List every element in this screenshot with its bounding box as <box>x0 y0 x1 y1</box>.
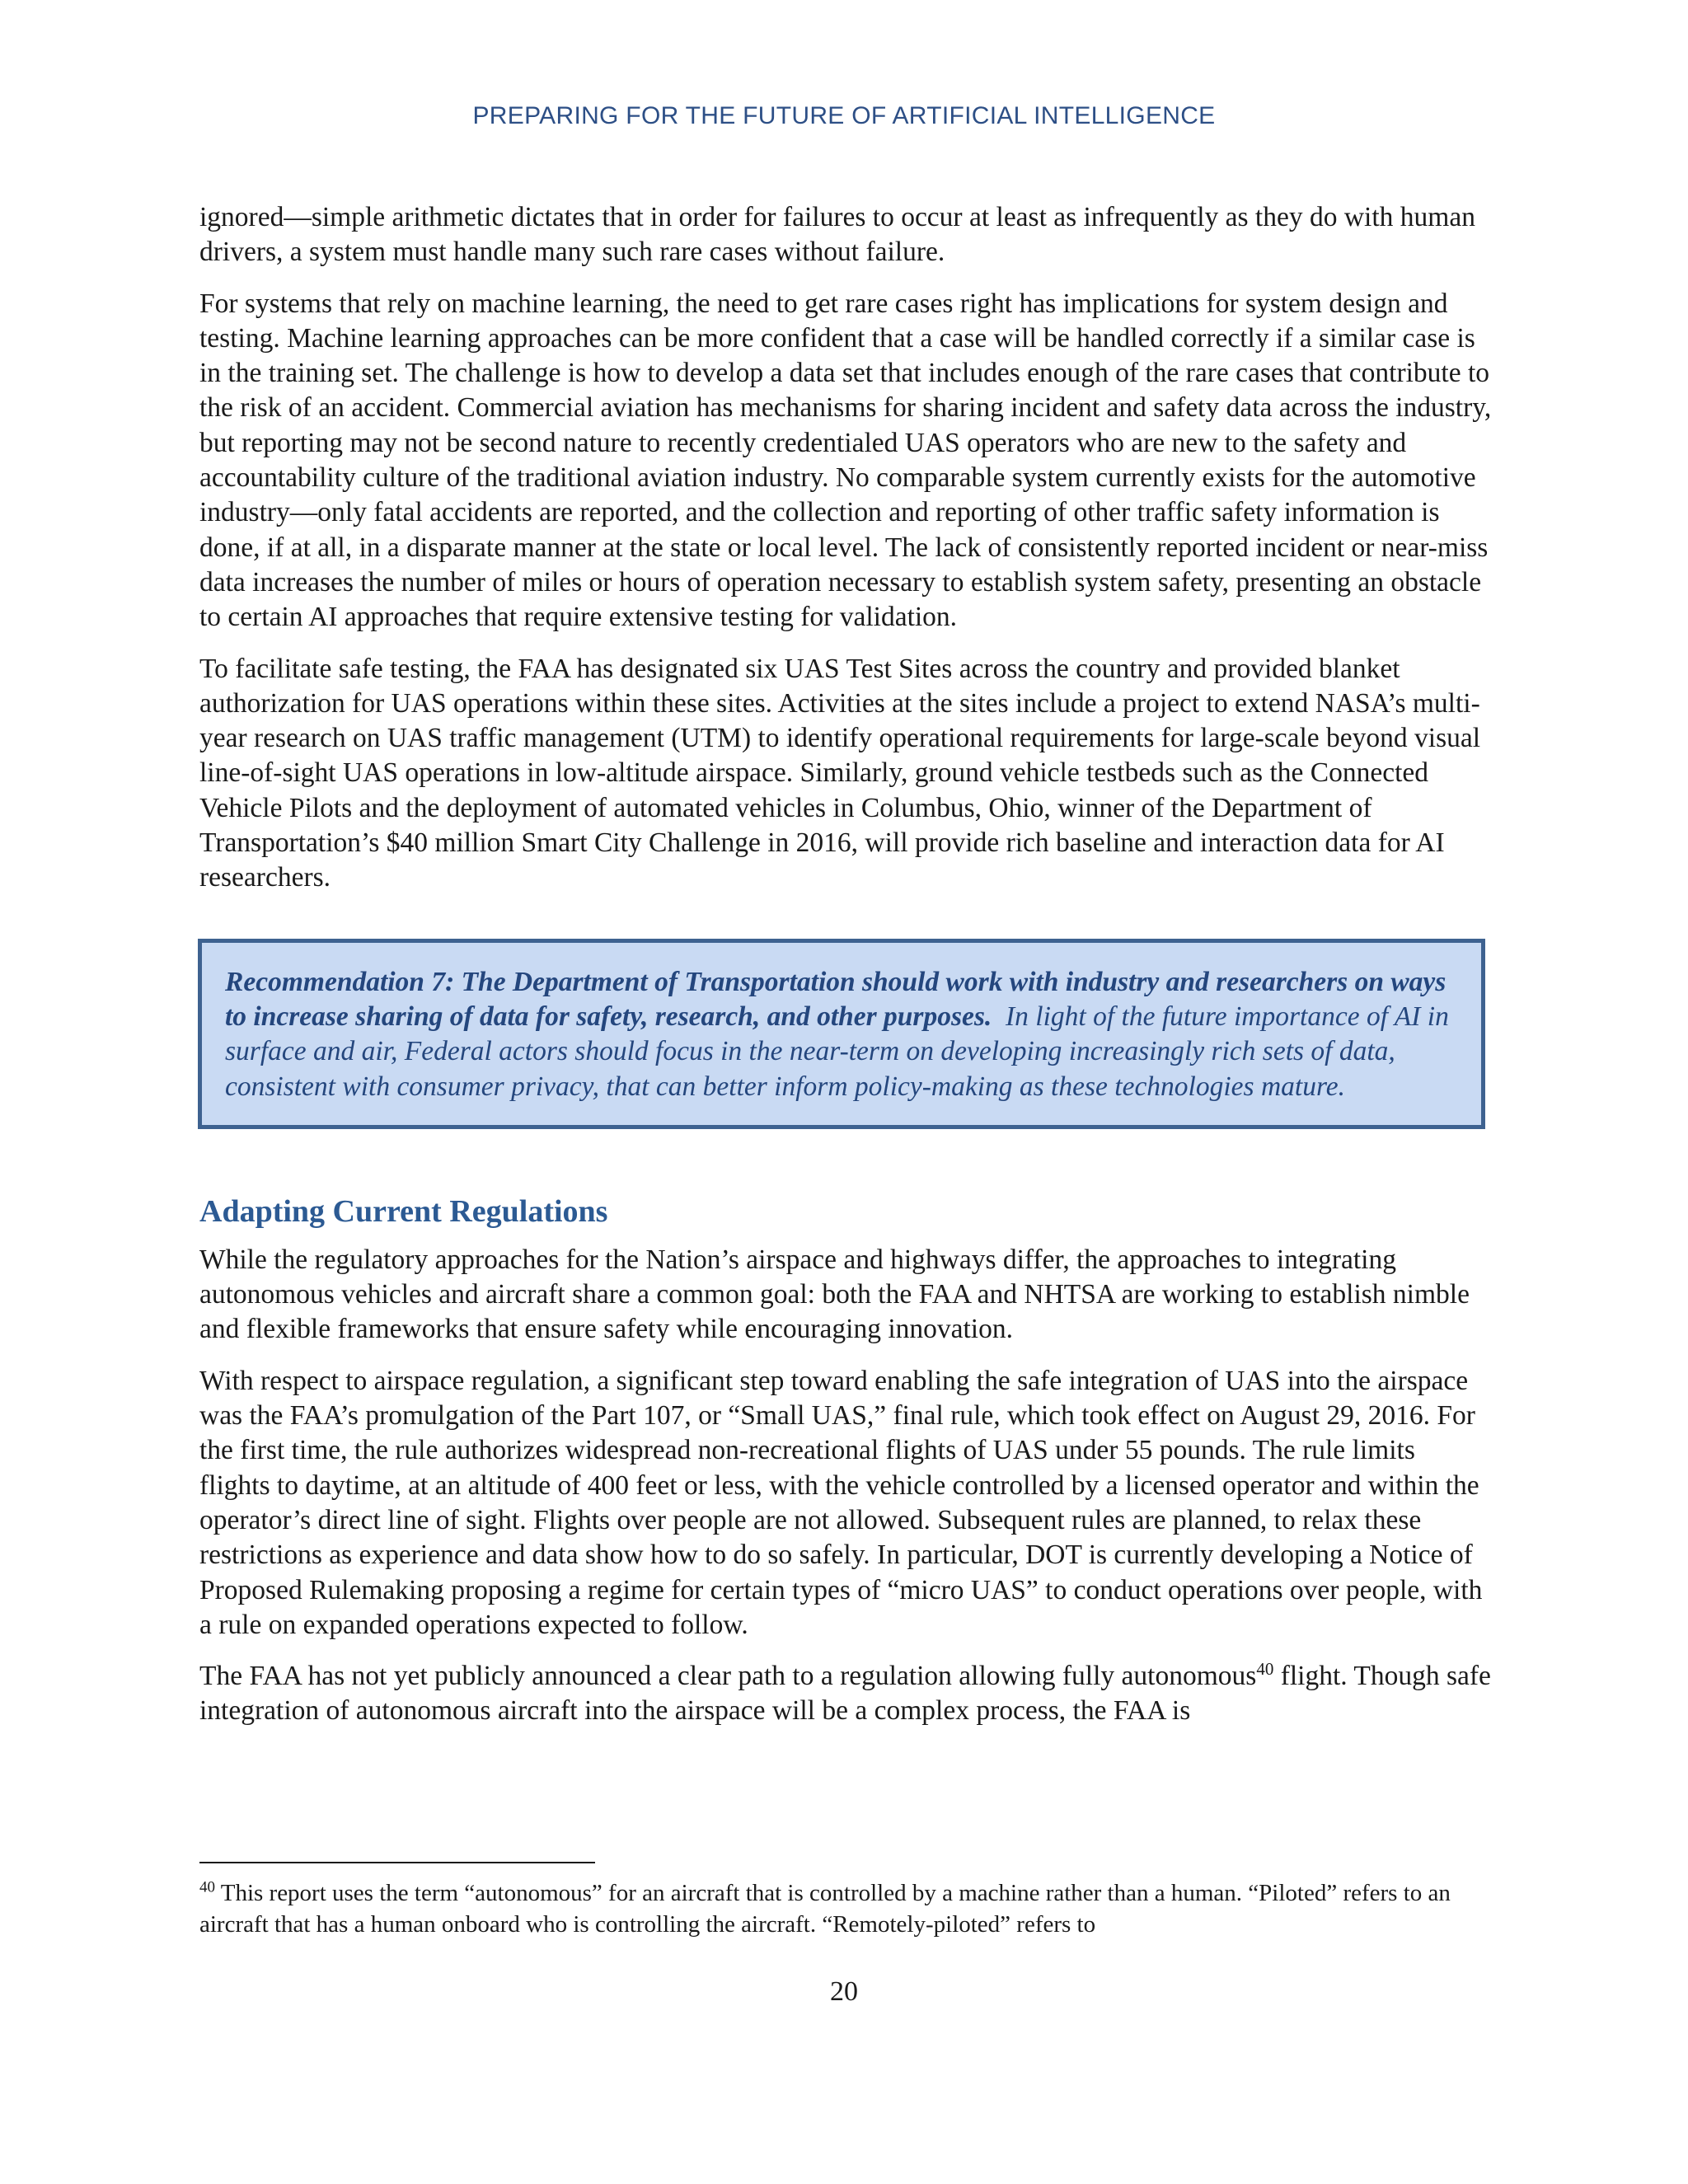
paragraph-3: To facilitate safe testing, the FAA has designated six UAS Test Sites across the country and provided blanket authorization for UAS operations within these sites. Activities at the sites include a project to extend NASA’s multi-year research on UAS traffic management (UTM) to identify operational requirements for large-scale beyond visual line-of-sight UAS operations in low-altitude airspace. Similarly, ground vehicle testbeds such as the Connected Vehicle Pilots and the deployment of automated vehicles in Columbus, Ohio, winner of the Department of Transportation’s $40 million Smart City Challenge in 2016, will provide rich baseline and interaction data for AI researchers. <box>199 653 1481 893</box>
section-paragraph-3-before: The FAA has not yet publicly announced a clear path to a regulation allowing fully autonomous <box>199 1661 1257 1692</box>
recommendation-lead: Recommendation 7: The Department of Transportation should work with industry and researchers on ways to increase sharing of data for safety, research, and other purposes. <box>225 966 1447 1032</box>
paragraph-1: ignored—simple arithmetic dictates that in order for failures to occur at least as infrequently as they do with human drivers, a system must handle many such rare cases without failure. <box>199 202 1475 268</box>
section-heading: Adapting Current Regulations <box>199 1193 608 1229</box>
section-paragraph-3-after: flight. Though safe integration of autonomous aircraft into the airspace will be a complex process, the FAA is <box>199 1661 1491 1727</box>
footnote <box>199 1877 1492 1940</box>
section-paragraph-1: While the regulatory approaches for the Nation’s airspace and highways differ, the approaches to integrating autonomous vehicles and aircraft share a common goal: both the FAA and NHTSA are working to establish nimble and flexible frameworks that ensure safety while encouraging innovation. <box>199 1244 1470 1345</box>
recommendation-box <box>198 939 1485 1129</box>
section-paragraph-3 <box>199 1659 1492 1729</box>
document-body <box>199 200 1492 1746</box>
page-header: PREPARING FOR THE FUTURE OF ARTIFICIAL INTELLIGENCE <box>472 102 1216 129</box>
footnote-divider <box>199 1862 595 1863</box>
footnote-text: This report uses the term “autonomous” for an aircraft that is controlled by a machine rather than a human. “Piloted” refers to an aircraft that has a human onboard who is controlling the aircraft. “Remotely-piloted” refers to <box>199 1880 1451 1938</box>
footnote-reference[interactable]: 40 <box>1256 1658 1274 1679</box>
footnote-number: 40 <box>199 1878 215 1896</box>
recommendation-body: In light of the future importance of AI in surface and air, Federal actors should focus in the near-term on developing increasingly rich sets of data, consistent with consumer privacy, that can better inform policy-making as these technologies mature. <box>225 1001 1449 1102</box>
paragraph-2: For systems that rely on machine learning, the need to get rare cases right has implications for system design and testing. Machine learning approaches can be more confident that a case will be handled correctly if a similar case is in the training set. The challenge is how to develop a data set that includes enough of the rare cases that contribute to the risk of an accident. Commercial aviation has mechanisms for sharing incident and safety data across the industry, but reporting may not be second nature to recently credentialed UAS operators who are new to the safety and accountability culture of the traditional aviation industry. No comparable system currently exists for the automotive industry—only fatal accidents are reported, and the collection and reporting of other traffic safety information is done, if at all, in a disparate manner at the state or local level. The lack of consistently reported incident or near-miss data increases the number of miles or hours of operation necessary to establish system safety, presenting an obstacle to certain AI approaches that require extensive testing for validation. <box>199 288 1492 633</box>
page-number: 20 <box>830 1976 858 2007</box>
section-paragraph-2: With respect to airspace regulation, a significant step toward enabling the safe integration of UAS into the airspace was the FAA’s promulgation of the Part 107, or “Small UAS,” final rule, which took effect on August 29, 2016. For the first time, the rule authorizes widespread non-recreational flights of UAS under 55 pounds. The rule limits flights to daytime, at an altitude of 400 feet or less, with the vehicle controlled by a licensed operator and within the operator’s direct line of sight. Flights over people are not allowed. Subsequent rules are planned, to relax these restrictions as experience and data show how to do so safely. In particular, DOT is currently developing a Notice of Proposed Rulemaking proposing a regime for certain types of “micro UAS” to conduct operations over people, with a rule on expanded operations expected to follow. <box>199 1365 1483 1640</box>
